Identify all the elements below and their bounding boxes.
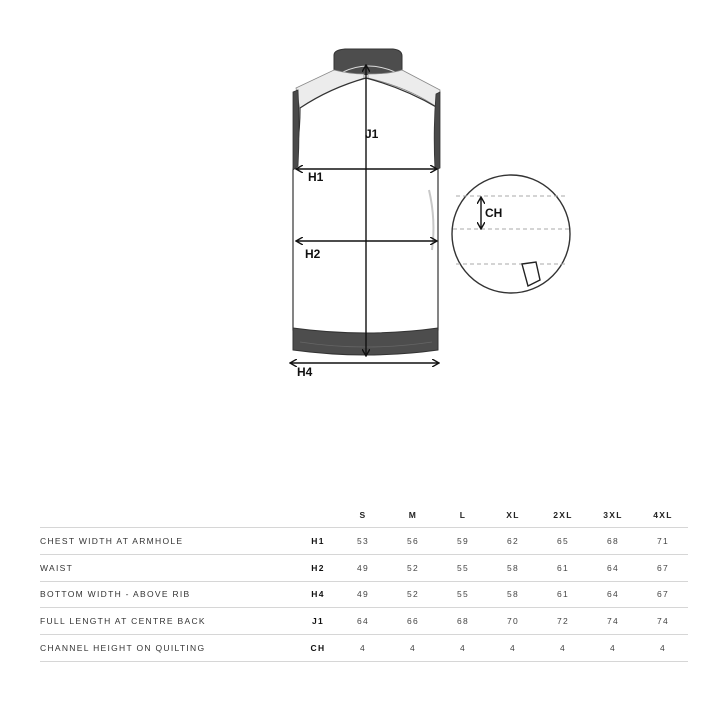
size-value: 55: [438, 554, 488, 581]
size-value: 67: [638, 554, 688, 581]
size-value: 71: [638, 528, 688, 555]
size-value: 74: [588, 608, 638, 635]
measurement-code: H2: [298, 554, 338, 581]
h1-label: H1: [308, 170, 324, 184]
header-blank: [40, 503, 298, 528]
size-value: 72: [538, 608, 588, 635]
size-value: 49: [338, 554, 388, 581]
size-header: 3XL: [603, 510, 623, 520]
size-value: 61: [538, 554, 588, 581]
h2-label: H2: [305, 247, 321, 261]
measurement-label: WAIST: [40, 554, 298, 581]
size-value: 49: [338, 581, 388, 608]
measurement-label: CHEST WIDTH AT ARMHOLE: [40, 528, 298, 555]
size-value: 52: [388, 581, 438, 608]
size-header-row: [40, 503, 688, 528]
size-value: 67: [638, 581, 688, 608]
h4-label: H4: [297, 365, 313, 379]
measurement-label: CHANNEL HEIGHT ON QUILTING: [40, 635, 298, 662]
size-value: 4: [388, 635, 438, 662]
table-row: [40, 608, 688, 635]
table-row: [40, 635, 688, 662]
measurement-code: H1: [298, 528, 338, 555]
size-value: 64: [338, 608, 388, 635]
table-row: [40, 554, 688, 581]
size-header: 2XL: [553, 510, 573, 520]
size-value: 55: [438, 581, 488, 608]
size-value: 64: [588, 554, 638, 581]
table-row: [40, 581, 688, 608]
measurement-code: H4: [298, 581, 338, 608]
size-value: 4: [488, 635, 538, 662]
table-row: [40, 528, 688, 555]
size-header: L: [459, 510, 467, 520]
size-value: 59: [438, 528, 488, 555]
size-value: 68: [438, 608, 488, 635]
size-value: 4: [438, 635, 488, 662]
size-value: 4: [638, 635, 688, 662]
size-value: 58: [488, 554, 538, 581]
size-header: XL: [506, 510, 520, 520]
measurement-code: J1: [298, 608, 338, 635]
size-value: 64: [588, 581, 638, 608]
size-chart-table: [40, 503, 688, 662]
size-value: 74: [638, 608, 688, 635]
size-value: 70: [488, 608, 538, 635]
size-header: S: [359, 510, 367, 520]
vest-armhole-right: [434, 92, 440, 170]
size-value: 61: [538, 581, 588, 608]
size-value: 62: [488, 528, 538, 555]
size-value: 52: [388, 554, 438, 581]
size-value: 58: [488, 581, 538, 608]
measurement-code: CH: [298, 635, 338, 662]
measurement-label: BOTTOM WIDTH - ABOVE RIB: [40, 581, 298, 608]
header-code-blank: [298, 503, 338, 528]
size-value: 68: [588, 528, 638, 555]
quilting-detail-callout: [452, 175, 570, 293]
size-value: 4: [588, 635, 638, 662]
size-value: 53: [338, 528, 388, 555]
ch-label: CH: [485, 206, 503, 220]
size-value: 4: [538, 635, 588, 662]
size-value: 65: [538, 528, 588, 555]
size-header: M: [408, 510, 418, 520]
size-header: 4XL: [653, 510, 673, 520]
size-value: 66: [388, 608, 438, 635]
size-value: 4: [338, 635, 388, 662]
measurement-label: FULL LENGTH AT CENTRE BACK: [40, 608, 298, 635]
j1-label: J1: [365, 127, 379, 141]
size-value: 56: [388, 528, 438, 555]
vest-armhole-left: [293, 90, 299, 170]
